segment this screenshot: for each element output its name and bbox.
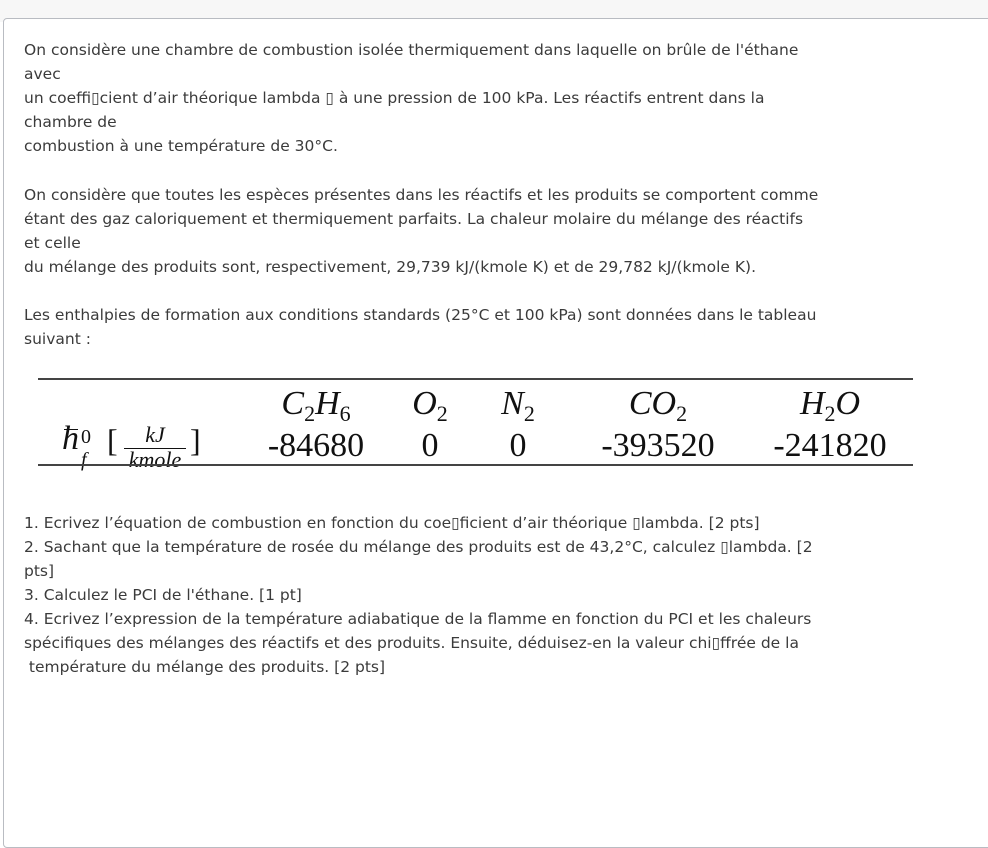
overbar xyxy=(64,429,78,430)
unit-denominator: kmole xyxy=(128,447,182,472)
column-header-water: $H_2O$ xyxy=(799,385,861,426)
unit-numerator: kJ xyxy=(145,422,165,447)
value-oxygen: 0 xyxy=(421,427,439,464)
intro-line: du mélange des produits sont, respectivement, 29,739 kJ/(kmole K) et de 29,782 kJ/(kmole K). xyxy=(24,258,757,276)
column-header-co2: $CO_2$ xyxy=(628,385,688,426)
intro-line: On considère que toutes les espèces présentes dans les réactifs et les produits se comportent comme xyxy=(24,186,819,204)
intro-line: étant des gaz caloriquement et thermiquement parfaits. La chaleur molaire du mélange des réactifs xyxy=(24,210,804,228)
open-bracket: [ xyxy=(107,422,118,458)
enthalpy-symbol: h xyxy=(62,420,79,457)
table-bottom-rule xyxy=(38,464,913,466)
question-item: 2. Sachant que la température de rosée du mélange des produits est de 43,2°C, calculez ▯lambda. [2 xyxy=(24,538,813,556)
intro-line: suivant : xyxy=(24,330,91,348)
column-header-ethane: $C_2H_6$ xyxy=(281,385,351,426)
intro-line: chambre de xyxy=(24,113,117,131)
row-label-enthalpy xyxy=(62,420,252,472)
value-co2: -393520 xyxy=(601,427,715,464)
question-text xyxy=(24,38,954,679)
question-item: 3. Calculez le PCI de l'éthane. [1 pt] xyxy=(24,586,302,604)
question-item: 1. Ecrivez l’équation de combustion en fonction du coe▯ficient d’air théorique ▯lambda. [2 pts] xyxy=(24,514,760,532)
intro-line: et celle xyxy=(24,234,81,252)
value-ethane: -84680 xyxy=(267,427,365,464)
intro-line: un coeffi▯cient d’air théorique lambda ▯ à une pression de 100 kPa. Les réactifs entrent dans la xyxy=(24,89,765,107)
intro-line: Les enthalpies de formation aux conditions standards (25°C et 100 kPa) sont données dans le tableau xyxy=(24,306,817,324)
question-item: 4. Ecrivez l’expression de la température adiabatique de la flamme en fonction du PCI et les chaleurs xyxy=(24,610,812,628)
intro-line: avec xyxy=(24,65,61,83)
question-item: pts] xyxy=(24,562,55,580)
enthalpy-table xyxy=(38,359,918,472)
close-bracket: ] xyxy=(190,422,201,458)
question-list xyxy=(24,511,954,679)
question-item: spécifiques des mélanges des réactifs et des produits. Ensuite, déduisez-en la valeur chi▯ffrée de la xyxy=(24,634,799,652)
value-nitrogen: 0 xyxy=(509,427,527,464)
superscript-zero: 0 xyxy=(81,426,91,448)
table-top-rule xyxy=(38,378,913,380)
column-header-oxygen: $O_2$ xyxy=(412,385,448,426)
intro-line: combustion à une température de 30°C. xyxy=(24,137,338,155)
question-item: température du mélange des produits. [2 pts] xyxy=(24,658,386,676)
value-water: -241820 xyxy=(773,427,887,464)
subscript-f: f xyxy=(81,449,87,471)
column-header-nitrogen: $N_2$ xyxy=(501,385,535,426)
intro-line: On considère une chambre de combustion isolée thermiquement dans laquelle on brûle de l'éthane xyxy=(24,41,799,59)
